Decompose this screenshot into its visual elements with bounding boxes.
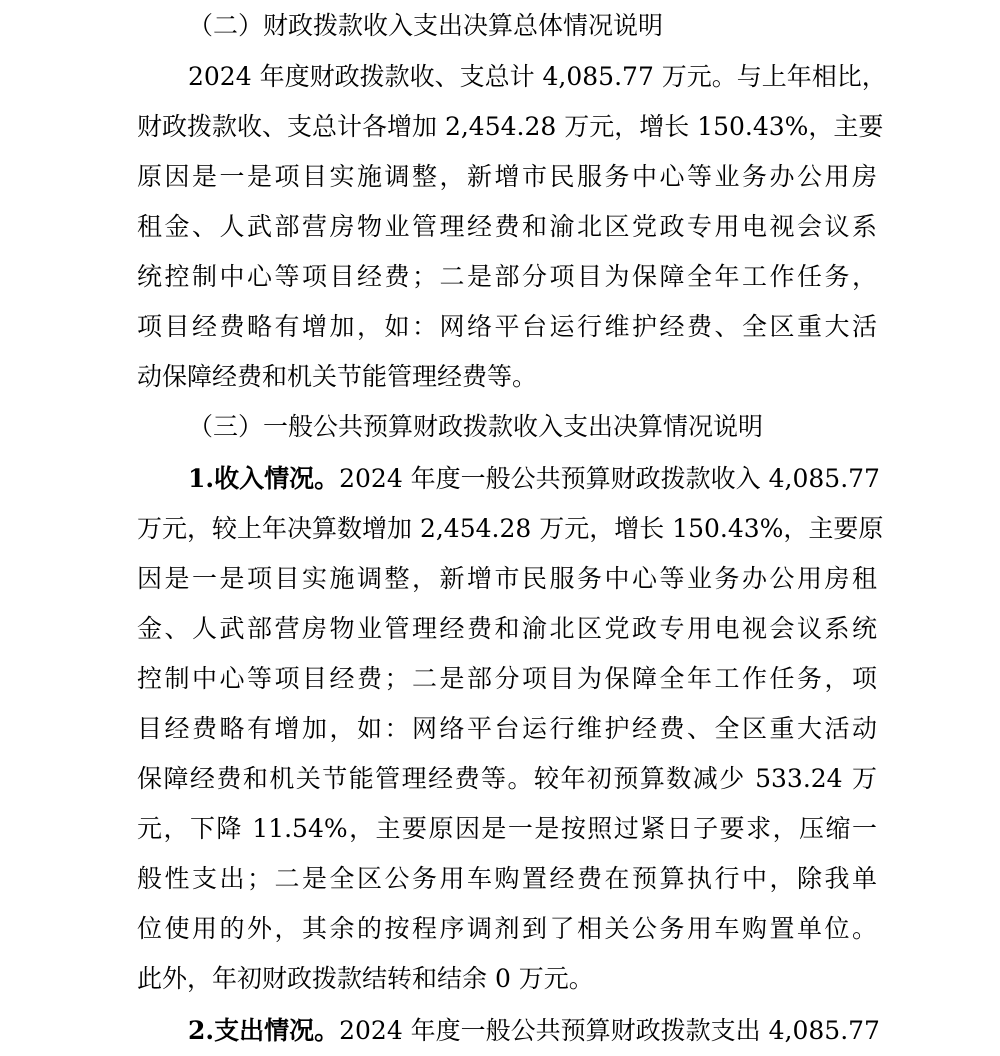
income-paragraph-first-line — [188, 459, 880, 499]
expense-paragraph-first-line — [188, 1011, 880, 1051]
paragraph-line: 元，下降 11.54%，主要原因是一是按照过紧日子要求，压缩一 — [137, 814, 877, 843]
paragraph-line: 2024 年度财政拨款收、支总计 4,085.77 万元。与上年相比， — [188, 62, 887, 91]
paragraph-line: 般性支出；二是全区公务用车购置经费在预算执行中，除我单 — [137, 864, 877, 893]
paragraph-line: 万元，较上年决算数增加 2,454.28 万元，增长 150.43%，主要原 — [137, 514, 884, 543]
paragraph-line: 因是一是项目实施调整，新增市民服务中心等业务办公用房租 — [137, 564, 877, 593]
section-heading-overall: （二）财政拨款收入支出决算总体情况说明 — [188, 11, 664, 40]
expense-first-line-text: 2024 年度一般公共预算财政拨款支出 4,085.77 — [339, 1016, 880, 1045]
paragraph-line: 保障经费和机关节能管理经费等。较年初预算数减少 533.24 万 — [137, 764, 877, 793]
paragraph-line: 项目经费略有增加，如：网络平台运行维护经费、全区重大活 — [137, 312, 877, 341]
paragraph-line: 动保障经费和机关节能管理经费等。 — [137, 362, 538, 391]
paragraph-line: 控制中心等项目经费；二是部分项目为保障全年工作任务，项 — [137, 664, 877, 693]
paragraph-line: 原因是一是项目实施调整，新增市民服务中心等业务办公用房 — [137, 162, 877, 191]
section-heading-general-budget: （三）一般公共预算财政拨款收入支出决算情况说明 — [188, 412, 764, 441]
paragraph-line: 财政拨款收、支总计各增加 2,454.28 万元，增长 150.43%，主要 — [137, 112, 884, 141]
paragraph-line: 统控制中心等项目经费；二是部分项目为保障全年工作任务， — [137, 262, 877, 291]
expense-lead-label: 2.支出情况。 — [188, 1016, 340, 1045]
paragraph-line: 金、人武部营房物业管理经费和渝北区党政专用电视会议系统 — [137, 614, 877, 643]
paragraph-line: 租金、人武部营房物业管理经费和渝北区党政专用电视会议系 — [137, 212, 877, 241]
paragraph-line: 目经费略有增加，如：网络平台运行维护经费、全区重大活动 — [137, 714, 877, 743]
paragraph-line: 此外，年初财政拨款结转和结余 0 万元。 — [137, 964, 594, 993]
income-first-line-text: 2024 年度一般公共预算财政拨款收入 4,085.77 — [339, 464, 880, 493]
income-lead-label: 1.收入情况。 — [188, 464, 340, 493]
paragraph-line: 位使用的外，其余的按程序调剂到了相关公务用车购置单位。 — [137, 914, 877, 943]
